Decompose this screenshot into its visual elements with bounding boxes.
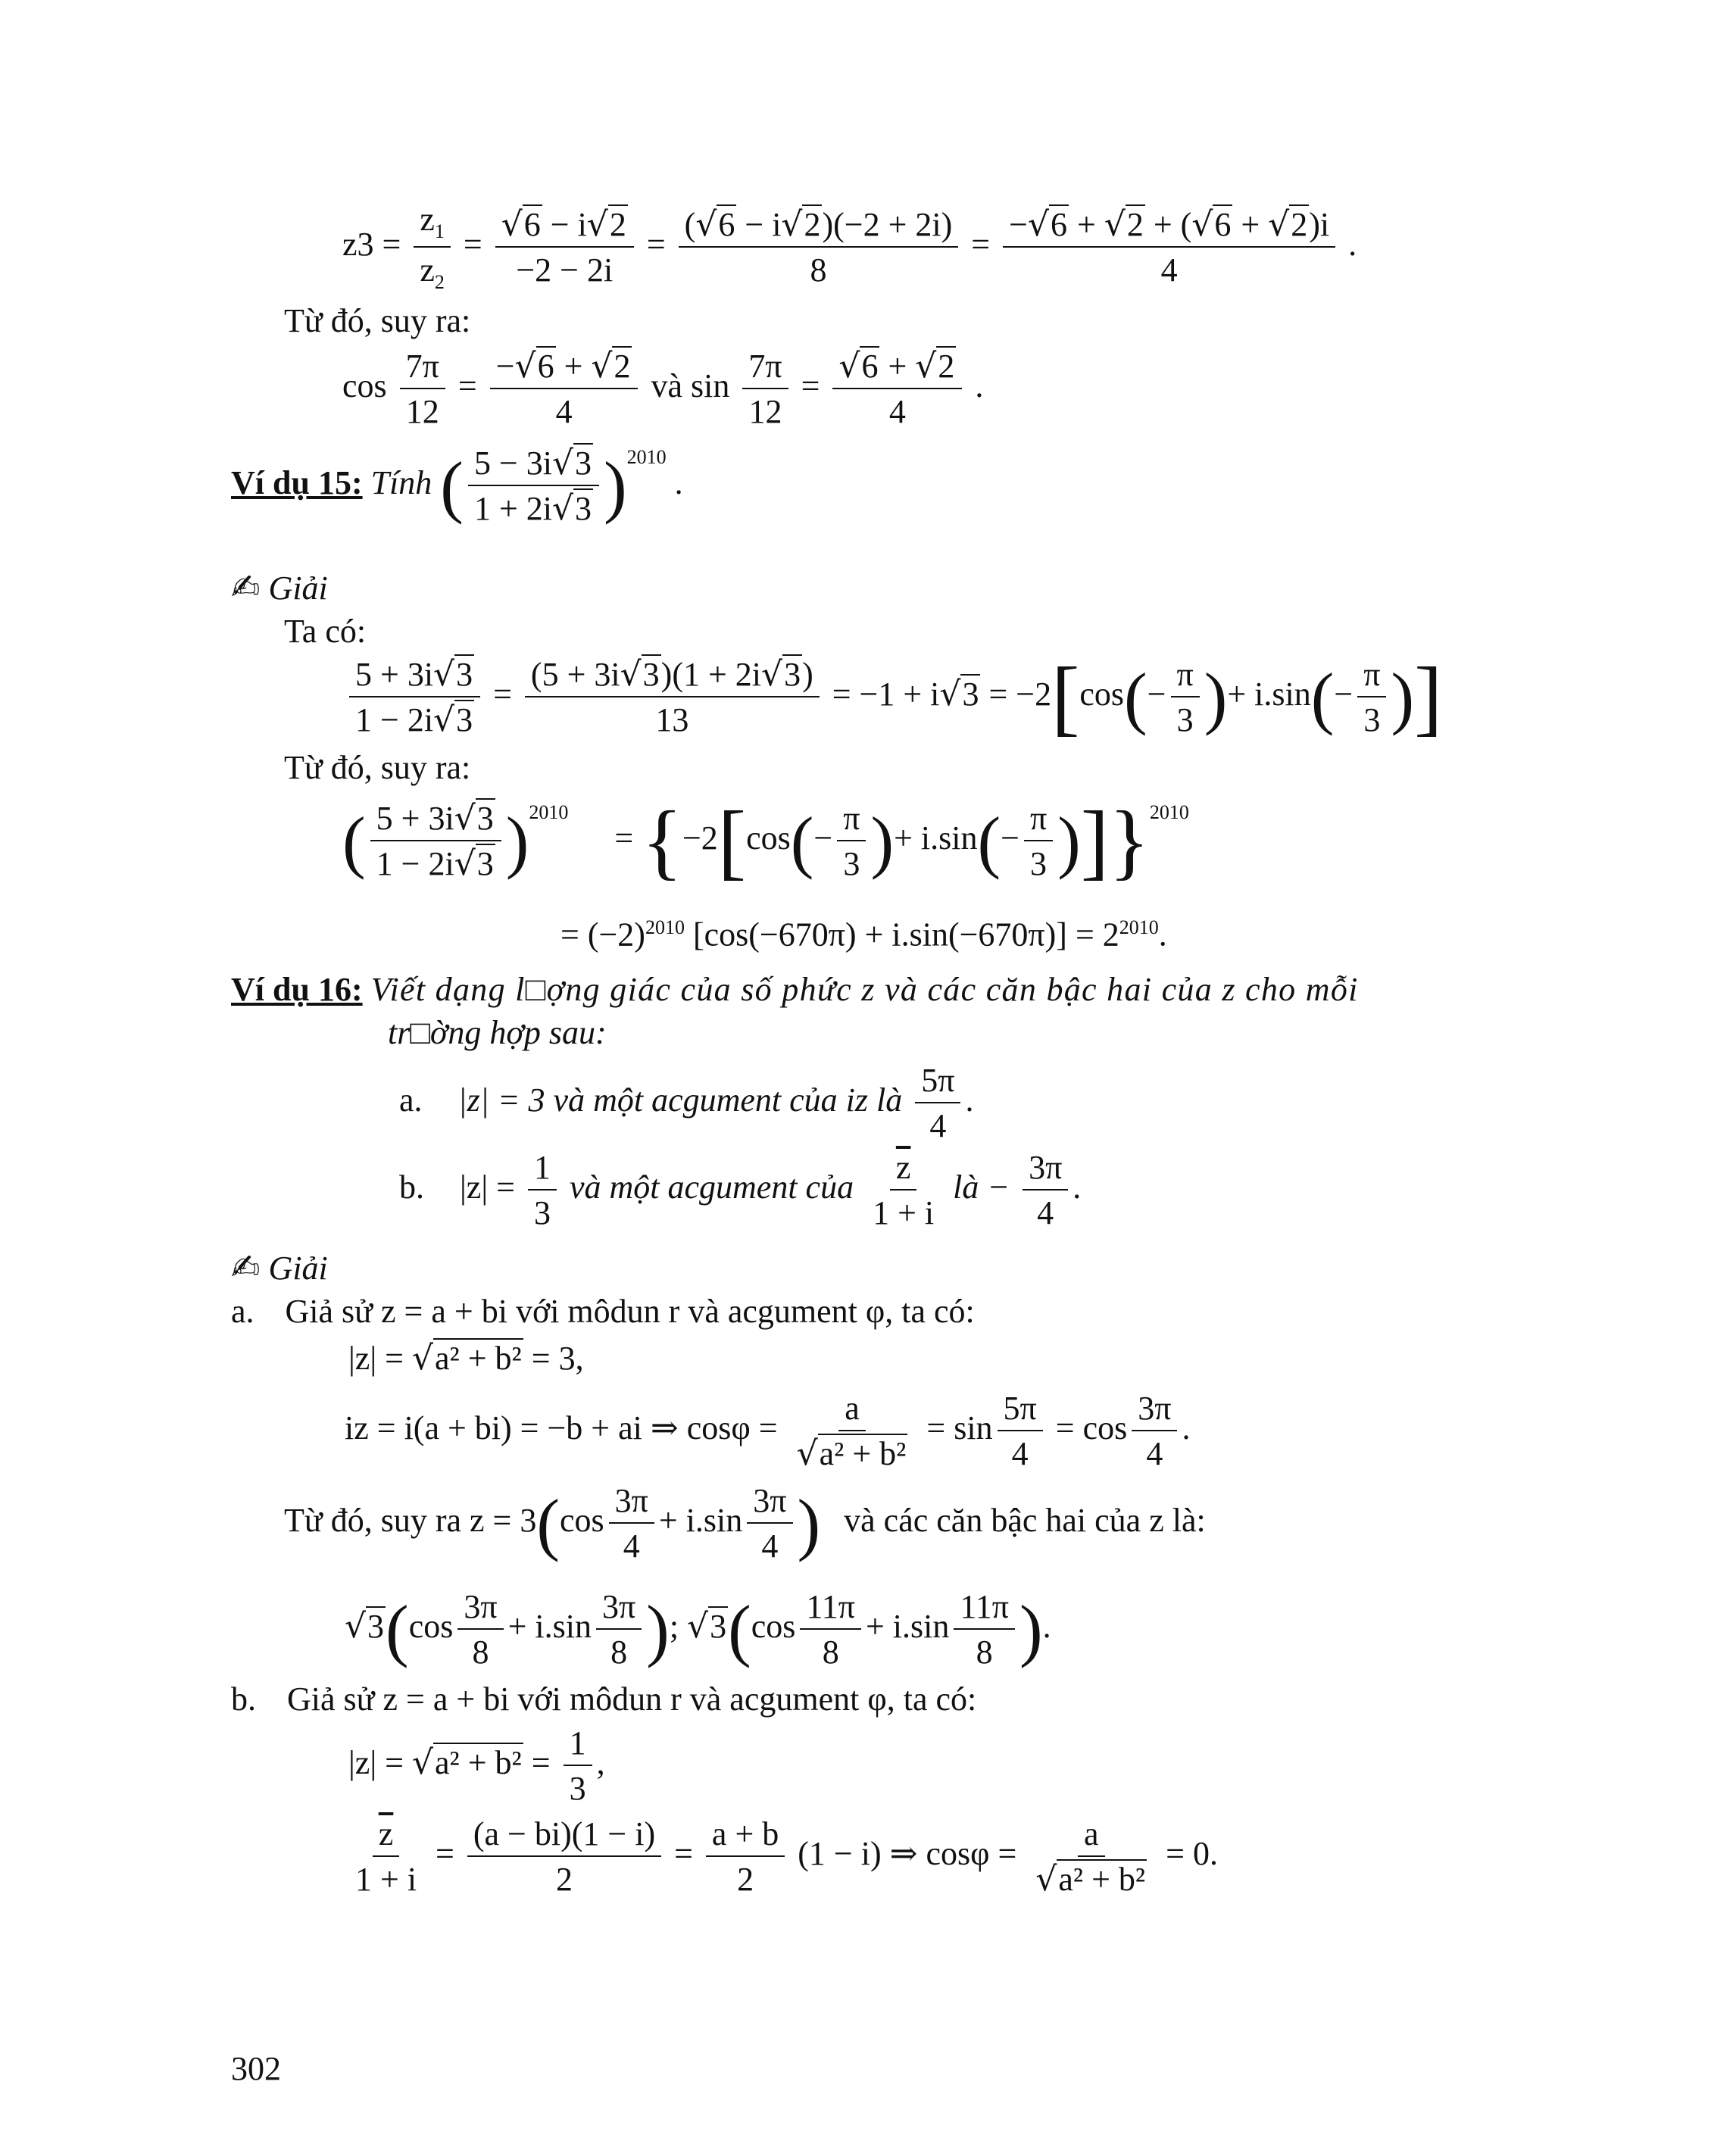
example-16: Ví dụ 16: Viết dạng l□ợng giác của số phức z và các căn bậc hai của z cho mỗi (231, 971, 1359, 1008)
equation-line: |z| = √ a² + b² = $\frac{1}{3}$ , (348, 1727, 605, 1805)
text-line: Ta có: (284, 613, 367, 650)
cos-sin-line: cos $\frac{7\pi}{12}$ = $\frac{- √ 6 + √ 2}{4}$ và sin $\frac{7\pi}{12}$ = √ $\frac{6 + √ 2}{4}$ . (342, 350, 983, 429)
text-line: tr□ờng hợp sau: (388, 1014, 607, 1051)
equation-line: |z| = √ a² + b² = 3, (348, 1342, 584, 1375)
equation-line: ( $\frac{5 + 3i √ 3}{1 - 2i √ 3}$ )$^{2010}$ = {−2[cos(− $\frac{\pi}{3}$ )+ i.sin(− $\frac{\pi}{3}$ )]}$^{2010}$ (342, 799, 1189, 884)
z3-equation: z3 = $\frac{z_1}{z_2}$ = √ $\frac{6 - i √ 2}{-2 - 2i}$ = $\frac{( √ 6 - i √ 2)(-2 + 2i)}{8}$ = $\frac{- √ 6 + √ 2 + ( √ 6 + √ 2)i}{4}$ . (342, 203, 1357, 292)
z3-label: z3 = (342, 225, 401, 263)
fraction: $\frac{- √ 6 + √ 2 + ( √ 6 + √ 2)i}{4}$ (1003, 208, 1335, 287)
fraction: √ $\frac{6 - i √ 2}{-2 - 2i}$ (495, 208, 634, 287)
text-line: Từ đó, suy ra: (284, 302, 471, 339)
fraction: $\frac{( √ 6 - i √ 2)(-2 + 2i)}{8}$ (679, 208, 959, 287)
page-number: 302 (231, 2050, 281, 2087)
equation-line: $\frac{\overline{z}}{1 + i}$ = $\frac{(a - bi)(1 - i)}{2}$ = $\frac{a + b}{2}$ (1 − i) ⇒ cosφ = a √ a² + b² = 0. (345, 1818, 1218, 1896)
equation-line: Từ đó, suy ra z = 3(cos $\frac{3\pi}{4}$ + i.sin $\frac{3\pi}{4}$ ) và các căn bậc hai của z là: (284, 1482, 1206, 1565)
sol-b-intro: b. Giả sử z = a + bi với môdun r và acgument φ, ta có: (231, 1680, 977, 1718)
example-15: Ví dụ 15: Tính ( $\frac{5 - 3i √ 3}{1 + 2i √ 3}$ )$^{2010}$ . (231, 447, 683, 526)
pen-hand-icon: ✍ (231, 1247, 261, 1287)
equation-line: = $(-2)^{2010}$ $[\cos(-670\pi) + i.\sin(-670\pi)] = 2^{2010}$. (560, 916, 1167, 953)
equation-line: iz = i(a + bi) = −b + ai ⇒ cosφ = a √ a² + b² = sin $\frac{5\pi}{4}$ = cos $\frac{3\pi}{4}$ . (345, 1392, 1190, 1471)
equation-line: √ 3(cos $\frac{3\pi}{8}$ + i.sin $\frac{3\pi}{8}$ ); √ 3(cos $\frac{11\pi}{8}$ + i.sin $\frac{11\pi}{8}$ ). (345, 1590, 1051, 1669)
pen-hand-icon: ✍ (231, 566, 261, 607)
equation-line: $\frac{5 + 3i √ 3}{1 - 2i √ 3}$ = $\frac{(5 + 3i √ 3)(1 + 2i √ 3)}{13}$ = −1 + i √ 3 = −2[cos(− $\frac{\pi}{3}$ )+ i.sin(− $\frac{\pi}{3}$ )] (345, 655, 1442, 740)
case-b: b. |z| = $\frac{1}{3}$ và một acgument của $\frac{\overline{z}}{1 + i}$ là − $\frac{3\pi}{4}$ . (399, 1149, 1082, 1231)
solution-heading: ✍ Giải (231, 1247, 328, 1287)
solution-heading: ✍ Giải (231, 566, 328, 607)
case-a: a. |z| = 3 và một acgument của iz là $\frac{5\pi}{4}$ . (399, 1062, 974, 1144)
text-line: Từ đó, suy ra: (284, 749, 471, 786)
fraction: $\frac{z_1}{z_2}$ (414, 203, 451, 292)
sol-a-intro: a. Giả sử z = a + bi với môdun r và acgument φ, ta có: (231, 1293, 975, 1330)
